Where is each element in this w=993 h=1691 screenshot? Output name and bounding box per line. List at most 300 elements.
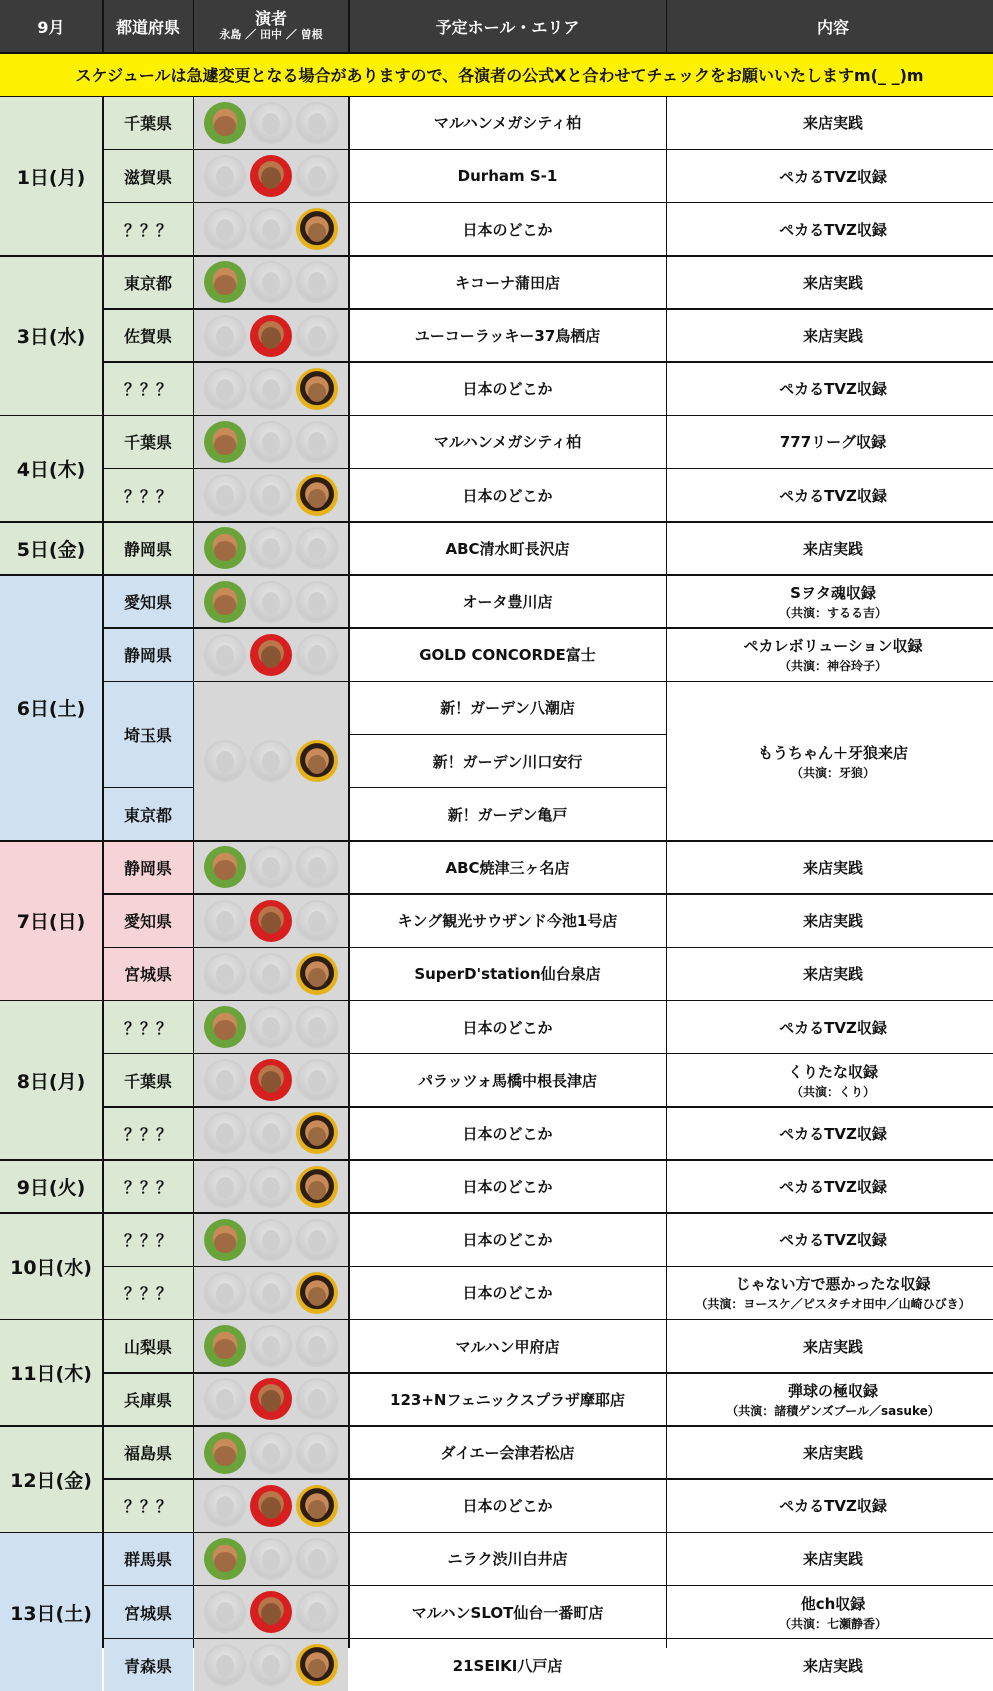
prefecture-cell [104,1533,193,1585]
content-label: くりたな収録 [787,1062,878,1081]
performer-nagashima-avatar [204,1112,246,1154]
content-label: 777リーグ収録 [779,433,887,452]
day-cell [0,1320,102,1425]
performer-sone-avatar [296,1325,338,1367]
hall-name: GOLD CONCORDE富士 [419,646,596,665]
day-cell [0,1427,102,1532]
performer-tanaka-avatar [250,634,292,676]
hall-name: 日本のどこか [462,1231,553,1250]
prefecture-label: ？？？ [123,1231,172,1251]
day-label: 3日(水) [16,326,86,349]
performer-avatars [194,1480,348,1532]
performer-avatars [194,310,348,362]
performer-nagashima-avatar [204,634,246,676]
content-label: ペカるTVZ収録 [779,380,887,399]
day-label: 4日(木) [16,459,86,482]
hall-name: 新！ガーデン亀戸 [447,805,568,824]
content-cell [667,576,993,628]
performer-nagashima-avatar [204,1219,246,1261]
performer-avatars [194,1533,348,1585]
performer-tanaka-avatar [250,315,292,357]
hall-name: ABC清水町長沢店 [445,539,570,558]
hall-cell [350,97,666,149]
hall-name: 123+Nフェニックスプラザ摩耶店 [390,1390,625,1409]
prefecture-label: ？？？ [123,486,172,506]
hall-cell [350,948,666,1000]
content-label: 来店実践 [802,1337,863,1356]
prefecture-cell [104,1214,193,1266]
performer-sone-avatar [296,1591,338,1633]
performer-tanaka-avatar [250,953,292,995]
day-cell [0,97,102,255]
hall-cell [350,735,666,787]
performer-avatars [194,523,348,575]
day-label: 6日(土) [16,698,86,721]
performer-nagashima-avatar [204,740,246,782]
performer-sone-avatar [296,155,338,197]
content-label: ペカるTVZ収録 [779,167,887,186]
performer-sone-avatar [296,740,338,782]
performer-sone-avatar [296,1538,338,1580]
hall-cell [350,1639,666,1691]
performer-sone-avatar [296,208,338,250]
hall-cell [350,1586,666,1638]
content-cell [667,203,993,255]
prefecture-label: 千葉県 [123,433,172,453]
day-label: 11日(木) [10,1363,92,1386]
day-label: 7日(日) [16,911,86,934]
performer-avatars [194,1427,348,1479]
prefecture-cell [104,257,193,309]
performer-avatars [194,948,348,1000]
prefecture-cell [104,1586,193,1638]
hall-cell [350,1427,666,1479]
performer-sone-avatar [296,1272,338,1314]
hall-cell [350,1480,666,1532]
performer-sone-avatar [296,1378,338,1420]
content-cell [667,1001,993,1053]
prefecture-cell [104,1427,193,1479]
performer-sone-avatar [296,634,338,676]
content-cell [667,1533,993,1585]
content-cell [667,416,993,468]
hall-cell [350,257,666,309]
performer-tanaka-avatar [250,846,292,888]
content-cell [667,1108,993,1160]
day-cell [0,257,102,415]
performer-avatars [194,576,348,628]
content-label: ペカレボリューション収録 [743,637,923,656]
content-label: もうちゃん＋牙狼来店 [757,743,908,762]
performer-tanaka-avatar [250,208,292,250]
content-cell [667,97,993,149]
content-label: 来店実践 [802,1550,863,1569]
performer-nagashima-avatar [204,900,246,942]
prefecture-cell [104,523,193,575]
performer-avatars [194,1267,348,1319]
performer-nagashima-avatar [204,1432,246,1474]
prefecture-cell [104,203,193,255]
content-label: ペカるTVZ収録 [779,1018,887,1037]
hall-cell [350,150,666,202]
notice-banner: スケジュールは急遽変更となる場合がありますので、各演者の公式Xと合わせてチェックをお願いいたしますm(_ _)m [0,54,993,96]
content-cell [667,1267,993,1319]
performer-sone-avatar [296,527,338,569]
performer-avatars [194,682,348,840]
content-cell [667,150,993,202]
hall-name: 日本のどこか [462,1284,553,1303]
hall-cell [350,416,666,468]
performer-tanaka-avatar [250,155,292,197]
co-star-note: （共演：諸積ゲンズブール／sasuke） [726,1403,940,1418]
performer-sone-avatar [296,1432,338,1474]
prefecture-label: 愛知県 [123,912,172,932]
content-cell [667,895,993,947]
performer-tanaka-avatar [250,1432,292,1474]
hall-cell [350,523,666,575]
prefecture-label: 福島県 [123,1444,172,1464]
prefecture-label: 宮城県 [123,1603,172,1623]
performer-nagashima-avatar [204,474,246,516]
content-label: 来店実践 [802,965,863,984]
header-content: 内容 [667,0,993,52]
hall-name: ニラク渋川白井店 [447,1550,568,1569]
content-cell [667,682,993,840]
hall-cell [350,682,666,734]
performer-avatars [194,1214,348,1266]
performer-nagashima-avatar [204,155,246,197]
performer-tanaka-avatar [250,102,292,144]
prefecture-label: 群馬県 [123,1550,172,1570]
performer-nagashima-avatar [204,1485,246,1527]
hall-name: Durham S-1 [457,167,558,186]
performer-nagashima-avatar [204,1591,246,1633]
co-star-note: （共演：牙狼） [790,765,875,780]
prefecture-label: 佐賀県 [123,327,172,347]
content-cell [667,310,993,362]
hall-name: 日本のどこか [462,1018,553,1037]
prefecture-label: ？？？ [123,1497,172,1517]
performer-avatars [194,1108,348,1160]
content-label: 来店実践 [802,858,863,877]
day-label: 10日(水) [10,1256,92,1279]
prefecture-cell [104,363,193,415]
hall-name: SuperD'station仙台泉店 [414,965,601,984]
prefecture-cell [104,788,193,840]
prefecture-label: 静岡県 [123,539,172,559]
prefecture-label: ？？？ [123,1124,172,1144]
performer-nagashima-avatar [204,1644,246,1686]
performer-nagashima-avatar [204,1378,246,1420]
day-cell [0,576,102,840]
performer-avatars [194,1639,348,1691]
performer-tanaka-avatar [250,900,292,942]
header-performers [194,0,348,52]
performer-nagashima-avatar [204,1059,246,1101]
prefecture-cell [104,416,193,468]
performer-avatars [194,1054,348,1106]
hall-cell [350,1161,666,1213]
hall-cell [350,629,666,681]
prefecture-cell [104,1054,193,1106]
performer-avatars [194,1001,348,1053]
content-label: Sヲタ魂収録 [790,584,876,603]
prefecture-label: ？？？ [123,1178,172,1198]
content-label: 来店実践 [802,1444,863,1463]
hall-name: キコーナ蒲田店 [454,273,560,292]
hall-cell [350,895,666,947]
prefecture-label: 千葉県 [123,114,172,134]
performer-avatars [194,1374,348,1426]
content-label: ペカるTVZ収録 [779,486,887,505]
hall-cell [350,788,666,840]
performer-avatars [194,363,348,415]
performer-avatars [194,150,348,202]
prefecture-label: ？？？ [123,220,172,240]
hall-cell [350,842,666,894]
performer-nagashima-avatar [204,1325,246,1367]
content-cell [667,1586,993,1638]
content-cell [667,1054,993,1106]
content-cell [667,1214,993,1266]
prefecture-label: 埼玉県 [123,726,172,745]
day-label: 8日(月) [16,1070,86,1093]
hall-name: 日本のどこか [462,1178,553,1197]
performer-tanaka-avatar [250,527,292,569]
performer-tanaka-avatar [250,1591,292,1633]
day-cell [0,1161,102,1213]
performer-avatars [194,1586,348,1638]
day-cell [0,1001,102,1159]
content-cell [667,257,993,309]
prefecture-cell [104,1001,193,1053]
content-cell [667,629,993,681]
prefecture-cell [104,576,193,628]
performer-sone-avatar [296,900,338,942]
performer-sone-avatar [296,1059,338,1101]
prefecture-label: 千葉県 [123,1071,172,1091]
day-cell [0,842,102,1000]
content-cell [667,1427,993,1479]
content-cell [667,469,993,521]
performer-nagashima-avatar [204,581,246,623]
content-label: ペカるTVZ収録 [779,1231,887,1250]
performer-sone-avatar [296,368,338,410]
hall-name: 21SEIKI八戸店 [452,1656,563,1675]
prefecture-cell [104,629,193,681]
performer-tanaka-avatar [250,1006,292,1048]
performer-sone-avatar [296,315,338,357]
performer-nagashima-avatar [204,527,246,569]
performer-avatars [194,203,348,255]
performer-nagashima-avatar [204,208,246,250]
prefecture-cell [104,1267,193,1319]
hall-cell [350,1001,666,1053]
performer-sone-avatar [296,1112,338,1154]
hall-cell [350,203,666,255]
content-label: 来店実践 [802,539,863,558]
content-cell [667,1161,993,1213]
day-label: 5日(金) [16,538,86,561]
performer-nagashima-avatar [204,261,246,303]
prefecture-label: ？？？ [123,1018,172,1038]
header-prefecture: 都道府県 [104,0,193,52]
content-cell [667,1320,993,1372]
prefecture-label: 東京都 [123,273,172,293]
performer-tanaka-avatar [250,1644,292,1686]
content-label: 他ch収録 [800,1594,866,1613]
content-cell [667,948,993,1000]
day-label: 1日(月) [16,166,86,189]
day-label: 9日(火) [16,1177,86,1200]
performer-tanaka-avatar [250,474,292,516]
prefecture-cell [104,948,193,1000]
performer-nagashima-avatar [204,368,246,410]
hall-cell [350,1267,666,1319]
content-label: ペカるTVZ収録 [779,220,887,239]
content-label: 来店実践 [802,912,863,931]
performer-sone-avatar [296,1644,338,1686]
content-cell [667,1639,993,1691]
prefecture-cell [104,469,193,521]
hall-name: ABC焼津三ヶ名店 [445,858,570,877]
hall-name: キング観光サウザンド今池1号店 [397,912,618,931]
prefecture-label: 静岡県 [123,858,172,878]
prefecture-cell [104,895,193,947]
prefecture-label: 滋賀県 [123,167,172,187]
performer-avatars [194,1320,348,1372]
hall-name: ダイエー会津若松店 [440,1444,575,1463]
hall-name: 新！ガーデン川口安行 [432,752,583,771]
performer-tanaka-avatar [250,1378,292,1420]
header-hall: 予定ホール・エリア [350,0,666,52]
performer-sone-avatar [296,1166,338,1208]
performer-sone-avatar [296,421,338,463]
prefecture-cell [104,310,193,362]
performer-avatars [194,416,348,468]
prefecture-cell [104,1108,193,1160]
performer-tanaka-avatar [250,261,292,303]
prefecture-label: ？？？ [123,1284,172,1304]
prefecture-label: 青森県 [123,1656,172,1676]
performer-sone-avatar [296,1219,338,1261]
day-label: 13日(土) [10,1602,92,1625]
hall-name: マルハンSLOT仙台一番町店 [411,1603,604,1622]
day-cell [0,416,102,521]
performer-nagashima-avatar [204,421,246,463]
prefecture-label: 静岡県 [123,646,172,666]
hall-cell [350,1214,666,1266]
content-label: じゃない方で悪かったな収録 [735,1275,931,1294]
co-star-note: （共演：ヨースケ／ピスタチオ田中／山崎ひびき） [695,1297,971,1312]
day-cell [0,1533,102,1691]
header-performers-label: 演者 [254,9,287,29]
performer-nagashima-avatar [204,315,246,357]
content-label: ペカるTVZ収録 [779,1178,887,1197]
hall-cell [350,363,666,415]
hall-name: 日本のどこか [462,380,553,399]
performer-tanaka-avatar [250,1538,292,1580]
co-star-note: （共演：くり） [790,1084,875,1099]
content-label: 来店実践 [802,114,863,133]
header-month: 9月 [0,0,102,52]
performer-sone-avatar [296,953,338,995]
performer-tanaka-avatar [250,1219,292,1261]
content-label: 来店実践 [802,273,863,292]
performer-tanaka-avatar [250,1059,292,1101]
performer-tanaka-avatar [250,368,292,410]
prefecture-label: 宮城県 [123,965,172,985]
co-star-note: （共演：するる吉） [778,606,887,621]
hall-name: 日本のどこか [462,486,553,505]
performer-tanaka-avatar [250,740,292,782]
prefecture-label: 山梨県 [123,1337,172,1357]
prefecture-cell [104,1161,193,1213]
content-label: ペカるTVZ収録 [779,1124,887,1143]
performer-nagashima-avatar [204,1166,246,1208]
prefecture-cell [104,150,193,202]
header-performers-names: 永島 ／ 田中 ／ 曽根 [219,28,323,42]
content-cell [667,842,993,894]
prefecture-label: 愛知県 [123,593,172,613]
performer-avatars [194,895,348,947]
hall-name: 新！ガーデン八潮店 [440,699,575,718]
content-label: ペカるTVZ収録 [779,1497,887,1516]
performer-sone-avatar [296,1006,338,1048]
hall-name: パラッツォ馬橋中根長津店 [417,1071,598,1090]
performer-nagashima-avatar [204,1006,246,1048]
performer-sone-avatar [296,846,338,888]
hall-name: ユーコーラッキー37鳥栖店 [414,327,601,346]
prefecture-cell [104,1374,193,1426]
content-cell [667,1480,993,1532]
performer-tanaka-avatar [250,1325,292,1367]
performer-nagashima-avatar [204,846,246,888]
hall-name: マルハンメガシティ柏 [433,114,582,133]
prefecture-label: 東京都 [123,805,172,825]
performer-avatars [194,629,348,681]
performer-tanaka-avatar [250,421,292,463]
performer-avatars [194,842,348,894]
performer-sone-avatar [296,581,338,623]
content-label: 弾球の極収録 [787,1381,878,1400]
content-cell [667,363,993,415]
hall-name: オータ豊川店 [462,593,553,612]
prefecture-cell [104,97,193,149]
hall-cell [350,310,666,362]
co-star-note: （共演：七瀬静香） [778,1616,887,1631]
prefecture-cell [104,842,193,894]
performer-sone-avatar [296,474,338,516]
performer-sone-avatar [296,1485,338,1527]
hall-name: 日本のどこか [462,1124,553,1143]
prefecture-cell [104,1320,193,1372]
prefecture-cell [104,682,193,787]
content-cell [667,523,993,575]
performer-avatars [194,469,348,521]
day-cell [0,1214,102,1319]
content-cell [667,1374,993,1426]
content-label: 来店実践 [802,327,863,346]
hall-name: マルハンメガシティ柏 [433,433,582,452]
performer-nagashima-avatar [204,1538,246,1580]
hall-cell [350,1533,666,1585]
hall-cell [350,576,666,628]
day-cell [0,523,102,575]
day-label: 12日(金) [10,1469,92,1492]
hall-name: 日本のどこか [462,220,553,239]
hall-cell [350,469,666,521]
